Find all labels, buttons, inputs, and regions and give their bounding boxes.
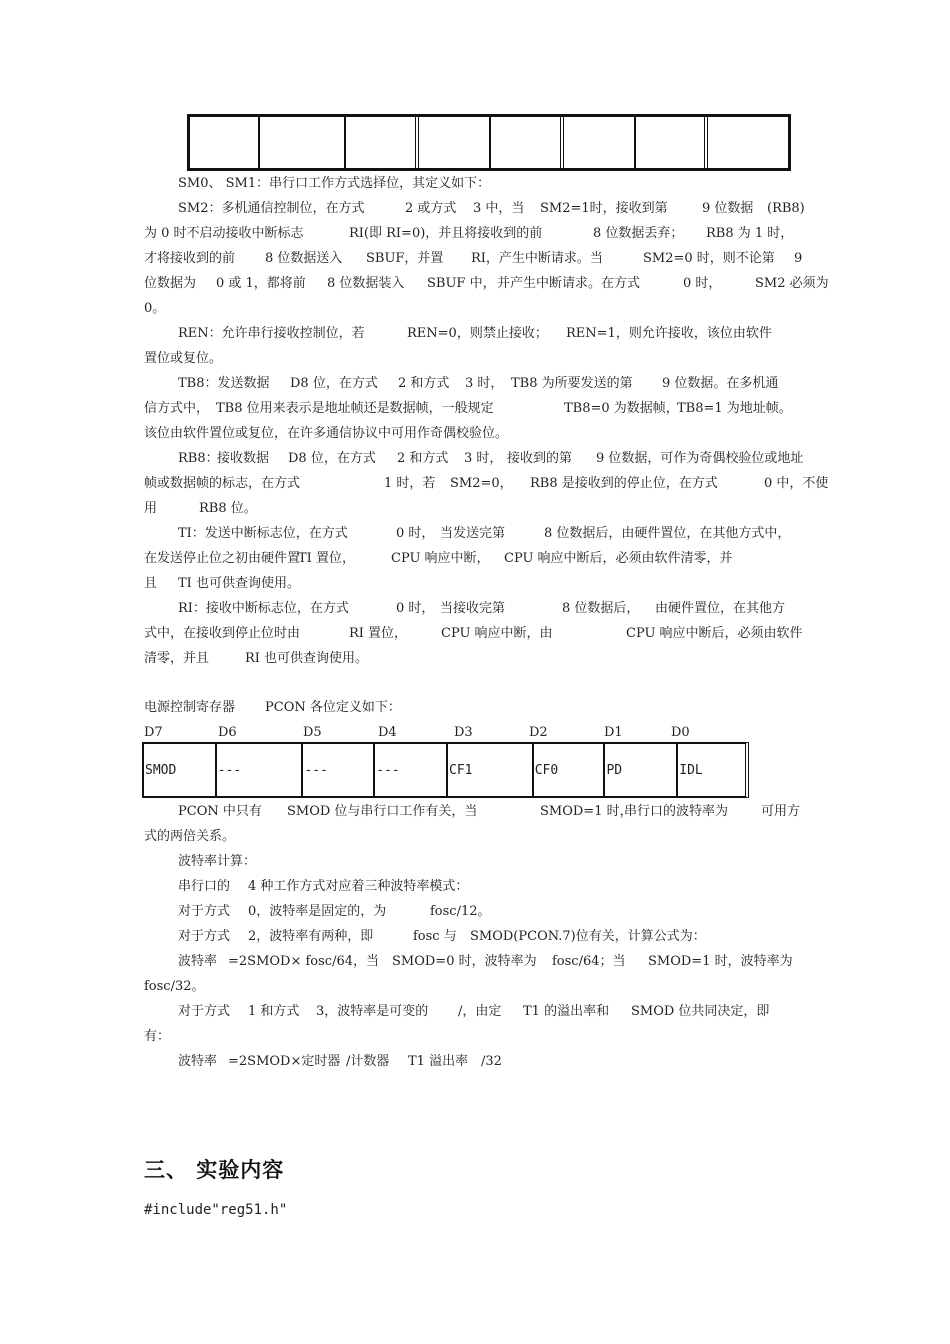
paragraph-text: RI：接收中断标志位，在方式 — [178, 601, 349, 616]
paragraph-text: 置位或复位。 — [144, 351, 223, 366]
paragraph-text: 式中，在接收到停止位时由 — [144, 626, 301, 641]
paragraph-text: RI 也可供查询使用。 — [245, 651, 369, 666]
paragraph-text: 0 时， — [396, 526, 435, 541]
register-bit-cell — [564, 117, 636, 168]
paragraph-text: 8 位数据后，由硬件置位，在其他方式中， — [544, 526, 791, 541]
paragraph-text: RB8： — [178, 451, 219, 466]
paragraph-text: SMOD(PCON.7)位有关，计算公式为： — [470, 929, 706, 944]
paragraph-text: 串行口的波特率为 — [624, 804, 729, 819]
paragraph-text: 2，波特率有两种，即 — [248, 929, 374, 944]
pcon-bit-cell: SMOD — [144, 744, 217, 796]
paragraph-text: 9 位数据 — [702, 201, 754, 216]
paragraph-text: TB8：发送数据 — [178, 376, 270, 391]
paragraph-text: D8 位，在方式 — [290, 376, 378, 391]
paragraph-text: 并产生中断请求。在方式 — [497, 276, 641, 291]
paragraph-text: 2 和方式 — [397, 451, 449, 466]
paragraph-text: SM2：多机通信控制位，在方式 — [178, 201, 365, 216]
paragraph-text: 3 时， — [465, 376, 504, 391]
paragraph-text: SMOD 位共同决定，即 — [631, 1004, 770, 1019]
paragraph-text: TI 置位， — [298, 551, 355, 566]
paragraph-text: 8 位数据送入 — [265, 251, 343, 266]
bit-label: D4 — [378, 725, 397, 740]
scon-register-table — [187, 114, 791, 171]
pcon-bit-cell: --- — [303, 744, 375, 796]
register-bit-cell — [636, 117, 708, 168]
paragraph-text: RB8 是接收到的停止位，在方式 — [530, 476, 718, 491]
paragraph-text: CPU 响应中断后，必须由软件 — [626, 626, 803, 641]
paragraph-text: 0。 — [144, 301, 166, 316]
paragraph-text: SM2=0 时，则不论第 — [643, 251, 775, 266]
paragraph-text: 该位由软件置位或复位，在许多通信协议中可用作奇偶校验位。 — [144, 426, 509, 441]
paragraph-text: 当接收完第 — [440, 601, 506, 616]
paragraph-text: 帧或数据帧的标志，在方式 — [144, 476, 301, 491]
paragraph-text: 4 种工作方式对应着三种波特率模式： — [248, 879, 469, 894]
paragraph-text: RB8 位。 — [199, 501, 257, 516]
paragraph-text: CPU 响应中断， — [391, 551, 490, 566]
paragraph-text: RB8 为 1 时， — [706, 226, 794, 241]
paragraph-text: D8 位，在方式 — [288, 451, 376, 466]
paragraph-text: 8 位数据装入 — [327, 276, 405, 291]
paragraph-text: 式的两倍关系。 — [144, 829, 236, 844]
paragraph-text: =2SMOD× fosc/64，当 — [228, 954, 379, 969]
paragraph-text: 且 — [144, 576, 158, 591]
paragraph-text: 用 — [144, 501, 158, 516]
paragraph-text: 0 时， — [396, 601, 435, 616]
paragraph-text: 0 中，不使 — [764, 476, 829, 491]
pcon-bit-cell: CF1 — [448, 744, 534, 796]
paragraph-text: SMOD=1 时，波特率为 — [648, 954, 793, 969]
paragraph-text: 3，波特率是可变的 — [316, 1004, 429, 1019]
pcon-bit-cell: --- — [217, 744, 304, 796]
paragraph-text: 信方式中， — [144, 401, 210, 416]
paragraph-text: SMOD 位与串行口工作有关，当 — [287, 804, 478, 819]
paragraph-text: 在发送停止位之初由硬件置 — [144, 551, 301, 566]
section-heading: 三、 实验内容 — [144, 1158, 285, 1182]
paragraph-text: 0，波特率是固定的，为 — [248, 904, 387, 919]
paragraph-text: 3 中，当 — [473, 201, 525, 216]
register-bit-cell — [419, 117, 491, 168]
paragraph-text: 2 或方式 — [405, 201, 457, 216]
paragraph-text: RI，产生中断请求。当 — [471, 251, 603, 266]
paragraph-text: /32 — [481, 1054, 502, 1069]
paragraph-text: /计数器 — [346, 1054, 390, 1069]
paragraph-text: 有： — [144, 1029, 171, 1044]
register-bit-cell — [346, 117, 419, 168]
paragraph-text: 1 和方式 — [248, 1004, 300, 1019]
paragraph-text: 对于方式 — [178, 904, 231, 919]
paragraph-text: 串行口的 — [178, 879, 231, 894]
paragraph-text: SBUF，并置 — [366, 251, 444, 266]
paragraph-text: 1 时，若 — [384, 476, 436, 491]
paragraph-text: 对于方式 — [178, 929, 231, 944]
paragraph-text: 8 位数据丢弃； — [593, 226, 684, 241]
paragraph-text: (RB8) — [767, 201, 805, 216]
paragraph-text: SMOD=0 时，波特率为 — [392, 954, 537, 969]
register-bit-cell — [190, 117, 260, 168]
paragraph-text: CPU 响应中断，由 — [441, 626, 553, 641]
register-bit-cell — [260, 117, 346, 168]
paragraph-text: TB8=0 为数据帧， — [564, 401, 679, 416]
paragraph-text: /，由定 — [458, 1004, 502, 1019]
paragraph-text: 9 — [794, 251, 803, 266]
paragraph-text: 当发送完第 — [440, 526, 506, 541]
paragraph-text: 清零，并且 — [144, 651, 210, 666]
pcon-bit-cell: PD — [605, 744, 678, 796]
bit-label: D7 — [144, 725, 163, 740]
bit-label: D6 — [218, 725, 237, 740]
paragraph-text: fosc/64；当 — [552, 954, 626, 969]
bit-label: D0 — [671, 725, 690, 740]
paragraph-text: 9 位数据，可作为奇偶校验位或地址 — [596, 451, 804, 466]
paragraph-text: TB8=1 为地址帧。 — [677, 401, 792, 416]
paragraph-text: 位数据为 — [144, 276, 197, 291]
paragraph-text: 可用方 — [761, 804, 801, 819]
paragraph-text: T1 的溢出率和 — [523, 1004, 610, 1019]
paragraph-text: 波特率计算： — [178, 854, 257, 869]
paragraph-text: SM2 必须为 — [755, 276, 829, 291]
paragraph-text: T1 溢出率 — [408, 1054, 469, 1069]
paragraph-text: 0 时， — [683, 276, 722, 291]
paragraph-text: SM2=1时，接收到第 — [540, 201, 668, 216]
paragraph-text: 0 或 1，都将前 — [216, 276, 306, 291]
paragraph-text: TB8 为所要发送的第 — [511, 376, 633, 391]
paragraph-text: REN=1，则允许接收，该位由软件 — [566, 326, 772, 341]
paragraph-text: SBUF 中， — [427, 276, 496, 291]
paragraph-text: fosc/32。 — [144, 979, 205, 994]
paragraph-text: fosc/12。 — [430, 904, 491, 919]
register-bit-cell — [708, 117, 788, 168]
paragraph-text: PCON 中只有 — [178, 804, 262, 819]
paragraph-text: 接收数据 — [217, 451, 270, 466]
pcon-bit-cell: IDL — [679, 762, 703, 778]
paragraph-text: SMOD=1 时， — [540, 804, 633, 819]
paragraph-text: RI 置位， — [349, 626, 408, 641]
register-bit-cell — [491, 117, 564, 168]
paragraph-text: TI：发送中断标志位，在方式 — [178, 526, 348, 541]
paragraph-text: =2SMOD×定时器 — [228, 1054, 341, 1069]
paragraph-text: REN=0，则禁止接收； — [407, 326, 548, 341]
paragraph-text: 才将接收到的前 — [144, 251, 236, 266]
paragraph-text: 波特率 — [178, 1054, 218, 1069]
bit-label: D5 — [303, 725, 322, 740]
paragraph-text: fosc 与 — [413, 929, 457, 944]
pcon-bit-cell: --- — [375, 744, 448, 796]
paragraph-text: 电源控制寄存器 — [144, 700, 236, 715]
paragraph-text: TB8 位用来表示是地址帧还是数据帧，一般规定 — [216, 401, 494, 416]
paragraph-text: CPU 响应中断后，必须由软件清零，并 — [504, 551, 733, 566]
paragraph-text: PCON 各位定义如下： — [265, 700, 401, 715]
paragraph-text: 3 时， — [464, 451, 503, 466]
paragraph-text: 波特率 — [178, 954, 218, 969]
pcon-bit-cell: CF0 — [534, 744, 606, 796]
code-snippet: #include"reg51.h" — [144, 1202, 288, 1218]
bit-label: D2 — [529, 725, 548, 740]
paragraph-text: TI 也可供查询使用。 — [178, 576, 300, 591]
paragraph-text: 2 和方式 — [398, 376, 450, 391]
paragraph-text: 8 位数据后， — [562, 601, 640, 616]
bit-label: D1 — [604, 725, 623, 740]
paragraph-text: 由硬件置位，在其他方 — [655, 601, 786, 616]
paragraph-text: REN：允许串行接收控制位，若 — [178, 326, 365, 341]
paragraph-text: 为 0 时不启动接收中断标志 — [144, 226, 304, 241]
paragraph-text: RI(即 RI=0)，并且将接收到的前 — [349, 226, 543, 241]
pcon-register-table — [142, 742, 749, 798]
paragraph-text: 9 位数据。在多机通 — [662, 376, 779, 391]
paragraph-text: SM0、 SM1：串行口工作方式选择位，其定义如下： — [178, 176, 491, 191]
paragraph-text: 对于方式 — [178, 1004, 231, 1019]
paragraph-text: 接收到的第 — [507, 451, 573, 466]
paragraph-text: SM2=0， — [450, 476, 513, 491]
bit-label: D3 — [454, 725, 473, 740]
